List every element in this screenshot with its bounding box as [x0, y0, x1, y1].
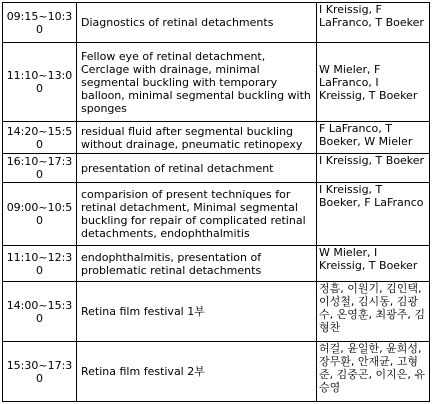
session-speakers: 허걸, 윤일한, 윤희성, 장무환, 안재균, 고형준, 김중곤, 이지은, 유승영 — [317, 342, 430, 402]
session-speakers: I Kreissig, T Boeker, F LaFranco — [317, 183, 430, 246]
table-row — [3, 183, 430, 246]
session-speakers: W Mieler, F LaFranco, I Kreissig, T Boeker — [317, 43, 430, 122]
session-time: 09:00~10:50 — [3, 183, 77, 246]
session-topic: Fellow eye of retinal detachment, Cerclage with drainage, minimal segmental buckling with temporary balloon, minimal segmental buckling with sponges — [77, 43, 317, 122]
session-speakers: F LaFranco, T Boeker, W Mieler — [317, 122, 430, 154]
table-row — [3, 43, 430, 122]
table-row — [3, 122, 430, 154]
session-time: 14:20~15:50 — [3, 122, 77, 154]
table-row — [3, 154, 430, 183]
session-topic: Retina film festival 2부 — [77, 342, 317, 402]
schedule-table — [2, 2, 430, 402]
session-topic: Diagnostics of retinal detachments — [77, 3, 317, 43]
session-time: 16:10~17:30 — [3, 154, 77, 183]
session-speakers: 정흠, 이원기, 김인택, 이성철, 김시동, 김광수, 온영훈, 최광주, 김형찬 — [317, 282, 430, 342]
session-topic: comparision of present techniques for retinal detachment, Minimal segmental buckling for repair of complicated retinal detachments, endophthalmitis — [77, 183, 317, 246]
session-speakers: I Kreissig, F LaFranco, T Boeker — [317, 3, 430, 43]
session-speakers: I Kreissig, T Boeker — [317, 154, 430, 183]
table-row — [3, 246, 430, 282]
session-topic: residual fluid after segmental buckling without drainage, pneumatic retinopexy — [77, 122, 317, 154]
session-time: 14:00~15:30 — [3, 282, 77, 342]
session-topic: endophthalmitis, presentation of problematic retinal detachments — [77, 246, 317, 282]
session-speakers: W Mieler, I Kreissig, T Boeker — [317, 246, 430, 282]
session-time: 11:10~13:00 — [3, 43, 77, 122]
session-time: 11:10~12:30 — [3, 246, 77, 282]
session-topic: Retina film festival 1부 — [77, 282, 317, 342]
session-time: 15:30~17:30 — [3, 342, 77, 402]
session-topic: presentation of retinal detachment — [77, 154, 317, 183]
table-row — [3, 3, 430, 43]
table-row — [3, 282, 430, 342]
session-time: 09:15~10:30 — [3, 3, 77, 43]
table-row — [3, 342, 430, 402]
